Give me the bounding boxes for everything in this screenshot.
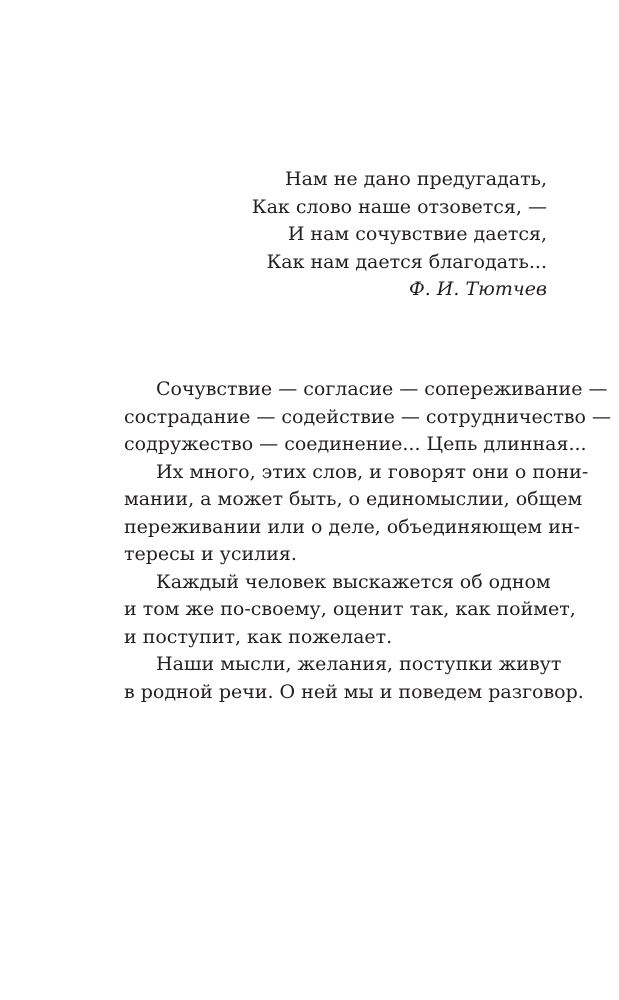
epigraph xyxy=(227,166,547,304)
epigraph-line: Как нам дается благодать... xyxy=(266,250,547,273)
paragraph xyxy=(124,651,584,706)
paragraph xyxy=(124,569,576,652)
text-line: Сочувствие — согласие — сопереживание — xyxy=(156,378,608,400)
text-line: сострадание — содействие — сотрудничество — xyxy=(124,405,612,428)
text-line: мании, а может быть, о единомыслии, общем xyxy=(124,488,583,510)
paragraph xyxy=(124,376,612,459)
paragraph xyxy=(124,459,589,569)
text-line: Каждый человек выскажется об одном xyxy=(156,570,551,593)
text-line: тересы и усилия. xyxy=(124,543,297,565)
text-line: содружество — соединение... Цепь длинная... xyxy=(124,433,587,455)
text-line: и том же по-своему, оценит так, как поймет, xyxy=(124,598,576,620)
epigraph-line: Как слово наше отзовется, — xyxy=(251,195,547,218)
epigraph-line: Нам не дано предугадать, xyxy=(285,168,547,190)
body-text xyxy=(124,376,612,706)
text-line: Их много, этих слов, и говорят они о пони- xyxy=(156,460,589,483)
epigraph-line: И нам сочувствие дается, xyxy=(287,223,547,245)
text-line: и поступит, как пожелает. xyxy=(124,625,393,648)
text-line: Наши мысли, желания, поступки живут xyxy=(156,653,562,675)
text-line: в родной речи. О ней мы и поведем разговор. xyxy=(124,680,584,703)
text-line: переживании или о деле, объединяющем ин- xyxy=(124,515,580,538)
epigraph-author: Ф. И. Тютчев xyxy=(408,278,547,300)
